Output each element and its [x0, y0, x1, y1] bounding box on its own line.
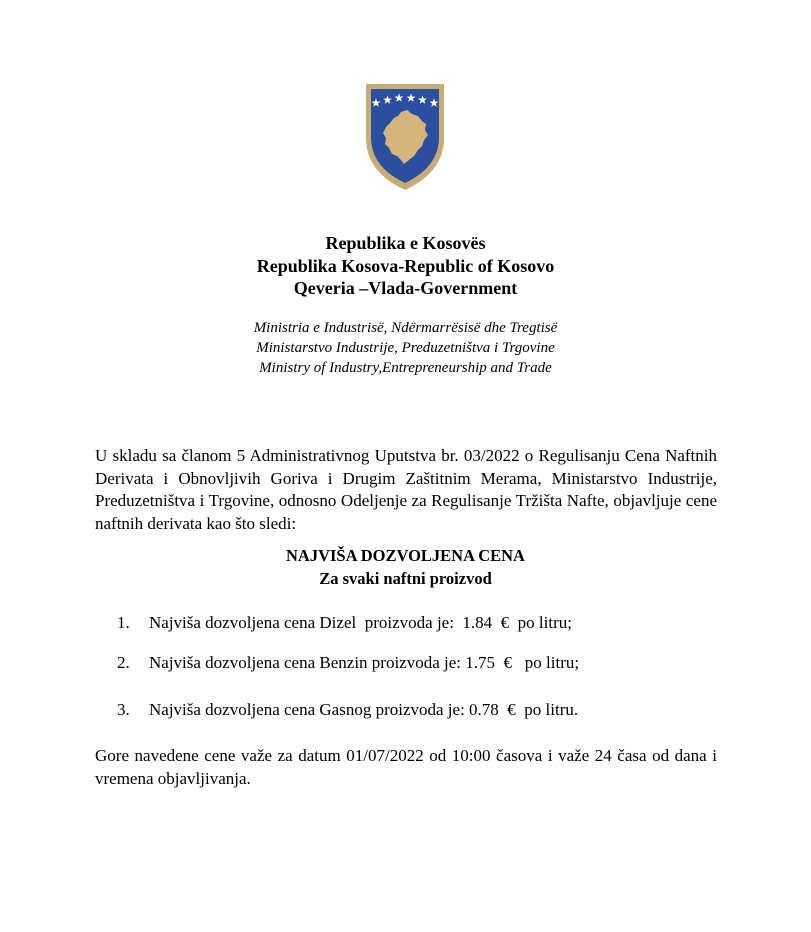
list-number: 3.: [117, 700, 130, 719]
list-number: 1.: [117, 613, 130, 632]
price-text: Najviša dozvoljena cena Benzin proizvoda je: 1.75 € po litru;: [149, 653, 580, 672]
price-title: NAJVIŠA DOZVOLJENA CENA: [286, 546, 525, 565]
price-item-benzin: [117, 652, 579, 674]
government-name-serbian-english: Republika Kosova-Republic of Kosovo: [256, 255, 555, 276]
government-header: [0, 232, 811, 300]
ministry-name-albanian: Ministria e Industrisë, Ndërmarrësisë dhe Tregtisë: [253, 320, 558, 336]
price-item-dizel: [117, 612, 572, 634]
kosovo-coat-of-arms-icon: [364, 80, 446, 192]
ministry-name-english: Ministry of Industry,Entrepreneurship and Trade: [259, 360, 552, 376]
ministry-name-serbian: Ministarstvo Industrije, Preduzetništva i Trgovine: [256, 340, 555, 356]
price-subtitle: Za svaki naftni proizvod: [319, 568, 492, 588]
intro-paragraph: U skladu sa članom 5 Administrativnog Uputstva br. 03/2022 o Regulisanju Cena Naftnih Derivata i Obnovljivih Goriva i Drugim Zaštitnim Merama, Ministarstvo Industrije, Preduzetništva i Trgovine, odnosno Odeljenje za Regulisanje Tržišta Nafte, objavljuje cene naftnih derivata kao što sledi:: [95, 446, 717, 533]
ministry-header: [0, 318, 811, 378]
list-number: 2.: [117, 653, 130, 672]
price-item-gas: [117, 699, 578, 721]
price-text: Najviša dozvoljena cena Dizel proizvoda je: 1.84 € po litru;: [149, 613, 572, 632]
government-name-albanian: Republika e Kosovës: [325, 233, 486, 253]
price-text: Najviša dozvoljena cena Gasnog proizvoda je: 0.78 € po litru.: [149, 700, 579, 719]
government-subtitle: Qeveria –Vlada-Government: [293, 278, 518, 298]
price-title-block: [0, 545, 811, 590]
validity-paragraph: Gore navedene cene važe za datum 01/07/2022 od 10:00 časova i važe 24 časa od dana i vremena objavljivanja.: [95, 746, 717, 788]
